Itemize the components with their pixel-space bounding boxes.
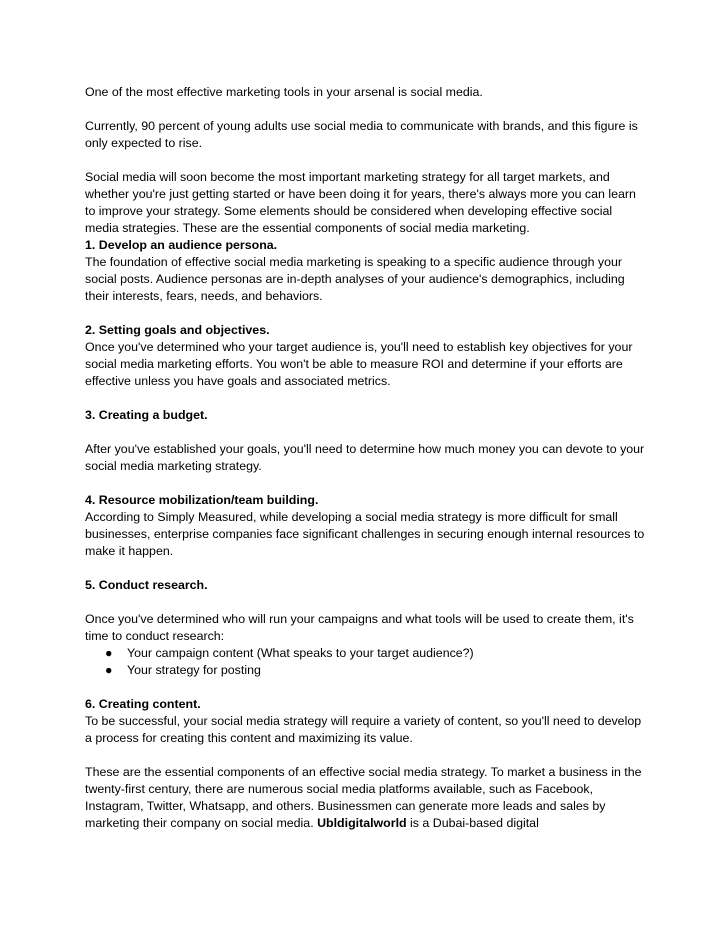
section-body-5: Once you've determined who will run your campaigns and what tools will be used to create them, it's time to conduct research: (85, 612, 634, 643)
closing-paragraph (85, 764, 645, 832)
spacer (85, 679, 645, 696)
spacer (85, 747, 645, 764)
spacer (85, 475, 645, 492)
spacer (85, 305, 645, 322)
spacer (85, 390, 645, 407)
spacer (85, 560, 645, 577)
spacer (85, 152, 645, 169)
section-heading-6: 6. Creating content. (85, 697, 201, 711)
section-body-4: According to Simply Measured, while developing a social media strategy is more difficult for small businesses, enterprise companies face significant challenges in securing enough internal resources to make it happen. (85, 510, 645, 558)
section-body-3: After you've established your goals, you'll need to determine how much money you can devote to your social media marketing strategy. (85, 442, 645, 473)
section-heading-1: 1. Develop an audience persona. (85, 238, 278, 252)
intro-paragraph-1: One of the most effective marketing tools in your arsenal is social media. (85, 85, 483, 99)
list-item (85, 662, 645, 679)
research-bullet-list (85, 645, 645, 679)
closing-text-before: These are the essential components of an effective social media strategy. To market a business in the twenty-first century, there are numerous social media platforms available, such as Facebook, Instagram, Twitter, Whatsapp, and others. Businessmen can generate more leads and sales by marketing their company on social media. (85, 765, 642, 830)
section-heading-3: 3. Creating a budget. (85, 408, 208, 422)
intro-paragraph-3: Social media will soon become the most important marketing strategy for all target markets, and whether you're just getting started or have been doing it for years, there's always more you can learn to improve your strategy. Some elements should be considered when developing effective social media strategies. These are the essential components of social media marketing. (85, 170, 636, 235)
section-body-1: The foundation of effective social media marketing is speaking to a specific audience through your social posts. Audience personas are in-depth analyses of your audience's demographics, including their interests, fears, needs, and behaviors. (85, 255, 625, 303)
bullet-icon: ● (105, 663, 113, 677)
brand-name: Ubldigitalworld (317, 816, 407, 830)
bullet-icon: ● (105, 646, 113, 660)
list-item-text: Your campaign content (What speaks to your target audience?) (127, 646, 474, 660)
list-item-text: Your strategy for posting (127, 663, 261, 677)
section-body-2: Once you've determined who your target audience is, you'll need to establish key objectives for your social media marketing efforts. You won't be able to measure ROI and determine if your efforts are effective unless you have goals and associated metrics. (85, 340, 633, 388)
spacer (85, 424, 645, 441)
document-page (85, 84, 645, 832)
spacer (85, 101, 645, 118)
section-heading-5: 5. Conduct research. (85, 578, 208, 592)
section-body-6: To be successful, your social media strategy will require a variety of content, so you'll need to develop a process for creating this content and maximizing its value. (85, 714, 642, 745)
closing-text-after: is a Dubai-based digital (406, 816, 539, 830)
spacer (85, 594, 645, 611)
section-heading-4: 4. Resource mobilization/team building. (85, 493, 319, 507)
list-item (85, 645, 645, 662)
section-heading-2: 2. Setting goals and objectives. (85, 323, 270, 337)
intro-paragraph-2: Currently, 90 percent of young adults use social media to communicate with brands, and this figure is only expected to rise. (85, 119, 638, 150)
